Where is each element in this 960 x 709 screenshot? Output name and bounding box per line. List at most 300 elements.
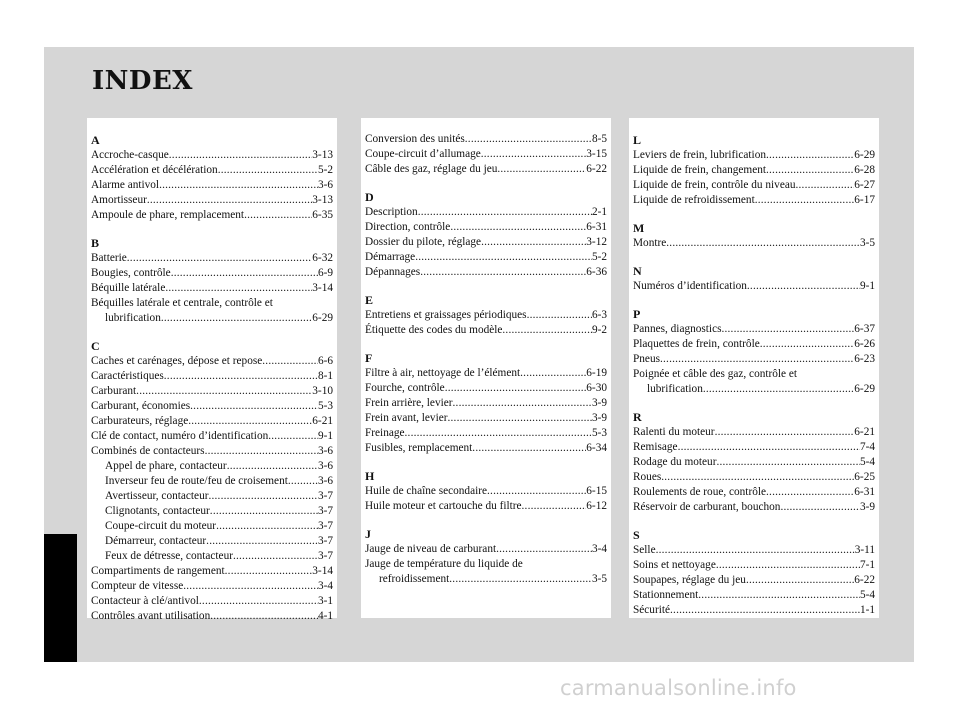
dot-leader: [666, 236, 860, 251]
index-entry-label: Huile de chaîne secondaire: [365, 485, 488, 497]
index-entry-label: Liquide de refroidissement: [633, 194, 755, 206]
dot-leader: [670, 603, 860, 618]
index-entry-label: Inverseur feu de route/feu de croisement: [105, 475, 288, 487]
index-group: [91, 338, 333, 624]
index-page-reference: 6-28: [854, 164, 875, 176]
dot-leader: [218, 163, 318, 178]
index-page-reference: 3-5: [859, 237, 875, 249]
dot-leader: [171, 266, 318, 281]
index-page-reference: 3-14: [312, 282, 333, 294]
index-page-reference: 3-7: [317, 505, 333, 517]
dot-leader: [199, 594, 318, 609]
index-letter-heading: D: [365, 190, 374, 204]
index-page-reference: 5-3: [591, 427, 607, 439]
index-page-reference: 6-23: [854, 353, 875, 365]
index-group: [365, 526, 607, 587]
index-entry-label: Stationnement: [633, 589, 699, 601]
index-entry: [91, 178, 333, 193]
index-group: [365, 132, 607, 177]
index-entry-label: Soupapes, réglage du jeu: [633, 574, 746, 586]
index-column-2: [361, 118, 611, 618]
index-page-reference: 9-2: [591, 324, 607, 336]
index-entry-label: Réservoir de carburant, bouchon: [633, 501, 781, 513]
index-page-reference: 6-22: [854, 574, 875, 586]
index-entry-label: Combinés de contacteurs: [91, 445, 205, 457]
index-entry: [91, 163, 333, 178]
index-entry: [91, 564, 333, 579]
index-entry: [633, 558, 875, 573]
index-letter-heading: P: [633, 307, 641, 321]
dot-leader: [136, 384, 312, 399]
index-letter-heading: J: [365, 527, 371, 541]
index-entry: [91, 251, 333, 266]
index-entry-label: Amortisseur: [91, 194, 147, 206]
index-group: [365, 292, 607, 338]
index-letter-heading: A: [91, 133, 100, 147]
index-entry-label: Coupe-circuit d’allumage: [365, 148, 481, 160]
index-entry: [365, 366, 607, 381]
index-entry-label: Filtre à air, nettoyage de l’élément: [365, 367, 521, 379]
dot-leader: [703, 382, 854, 397]
index-column-3: [629, 118, 879, 618]
index-entry-label: Caches et carénages, dépose et repose: [91, 355, 263, 367]
index-page-reference: 6-34: [586, 442, 607, 454]
index-page-reference: 3-7: [317, 550, 333, 562]
index-entry: [91, 311, 333, 326]
index-page-reference: 5-4: [859, 589, 875, 601]
dot-leader: [780, 500, 860, 515]
index-page-reference: 3-12: [586, 236, 607, 248]
index-page-reference: 5-2: [317, 164, 333, 176]
dot-leader: [715, 425, 855, 440]
dot-leader: [481, 147, 587, 162]
index-entry-label: Carburant: [91, 385, 137, 397]
index-letter-heading: H: [365, 469, 375, 483]
dot-leader: [496, 542, 592, 557]
index-page-reference: 3-4: [591, 543, 607, 555]
index-entry: [633, 148, 875, 163]
index-page-reference: 3-15: [586, 148, 607, 160]
index-entry: [633, 588, 875, 603]
dot-leader: [746, 573, 854, 588]
index-letter-heading: L: [633, 133, 642, 147]
index-entry: [91, 459, 333, 474]
index-page-reference: 6-35: [312, 209, 333, 221]
index-entry: [91, 193, 333, 208]
dot-leader: [721, 322, 854, 337]
index-letter-heading: S: [633, 528, 640, 542]
dot-leader: [453, 396, 592, 411]
index-entry-label: Plaquettes de frein, contrôle: [633, 338, 760, 350]
index-entry-label: Conversion des unités: [365, 133, 465, 145]
dot-leader: [796, 178, 855, 193]
index-entry: [365, 220, 607, 235]
index-entry: [365, 499, 607, 514]
index-group: [633, 306, 875, 397]
index-page-reference: 6-21: [854, 426, 875, 438]
index-page-reference: 3-7: [317, 490, 333, 502]
index-entry: [91, 534, 333, 549]
index-entry-label: Frein avant, levier: [365, 412, 448, 424]
index-entry-label: Contrôles avant utilisation: [91, 610, 211, 622]
index-entry-label: Étiquette des codes du modèle: [365, 324, 503, 336]
index-entry: [91, 519, 333, 534]
index-page-reference: 4-1: [317, 610, 333, 622]
index-group: [365, 468, 607, 514]
dot-leader: [216, 519, 318, 534]
index-page-reference: 5-2: [591, 251, 607, 263]
dot-leader: [161, 311, 312, 326]
index-entry: [633, 236, 875, 251]
index-page-reference: 2-1: [591, 206, 607, 218]
index-entry: [633, 470, 875, 485]
index-entry: [91, 281, 333, 296]
index-entry-label: Accroche-casque: [91, 149, 169, 161]
index-entry-label: Ralenti du moteur: [633, 426, 715, 438]
index-group: [365, 189, 607, 280]
dot-leader: [660, 352, 854, 367]
index-entry: [365, 265, 607, 280]
index-entry: [91, 208, 333, 223]
index-page-reference: 6-29: [854, 383, 875, 395]
index-entry: [633, 193, 875, 208]
index-entry-label: Fusibles, remplacement: [365, 442, 473, 454]
index-entry-label: Coupe-circuit du moteur: [105, 520, 217, 532]
index-entry: [365, 323, 607, 338]
index-page-reference: 8-1: [317, 370, 333, 382]
index-group: [633, 527, 875, 618]
index-entry: [365, 396, 607, 411]
index-entry: [91, 594, 333, 609]
index-column-1: [87, 118, 337, 622]
index-entry: [633, 279, 875, 294]
index-entry-label: Roulements de roue, contrôle: [633, 486, 767, 498]
index-entry: [91, 504, 333, 519]
index-page-reference: 3-9: [859, 501, 875, 513]
dot-leader: [127, 251, 313, 266]
index-entry-label: Description: [365, 206, 418, 218]
dot-leader: [716, 558, 860, 573]
index-entry-label: Selle: [633, 544, 656, 556]
index-entry-label: Feux de détresse, contacteur: [105, 550, 233, 562]
index-entry: [91, 266, 333, 281]
index-page-reference: 6-15: [586, 485, 607, 497]
dot-leader: [527, 308, 592, 323]
index-entry: [365, 426, 607, 441]
index-entry-label: Roues: [633, 471, 662, 483]
dot-leader: [418, 205, 592, 220]
index-entry-label: Montre: [633, 237, 667, 249]
dot-leader: [766, 163, 854, 178]
index-entry-label: Carburant, économies: [91, 400, 191, 412]
index-entry: [365, 205, 607, 220]
dot-leader: [502, 323, 592, 338]
index-entry-label: lubrification: [105, 312, 161, 324]
dot-leader: [497, 162, 586, 177]
index-entry: [633, 543, 875, 558]
index-entry-label: Soins et nettoyage: [633, 559, 716, 571]
index-group: [633, 409, 875, 515]
index-entry-label: Batterie: [91, 252, 127, 264]
index-entry-label: Compteur de vitesse: [91, 580, 184, 592]
index-page-reference: 6-26: [854, 338, 875, 350]
index-page-reference: 3-6: [317, 460, 333, 472]
index-entry: [91, 354, 333, 369]
index-entry-label: Compartiments de rangement: [91, 565, 225, 577]
index-entry: [633, 603, 875, 618]
dot-leader: [205, 444, 318, 459]
index-page-reference: 3-9: [591, 397, 607, 409]
index-entry: [365, 572, 607, 587]
index-page-reference: 8-5: [591, 133, 607, 145]
index-entry: [365, 381, 607, 396]
index-entry: [633, 382, 875, 397]
dot-leader: [481, 235, 586, 250]
index-group: [91, 132, 333, 223]
index-entry: [91, 414, 333, 429]
index-page-reference: 6-19: [586, 367, 607, 379]
index-group: [91, 235, 333, 326]
index-page-reference: 5-3: [317, 400, 333, 412]
index-page-reference: 6-22: [586, 163, 607, 175]
index-page-reference: 6-12: [586, 500, 607, 512]
index-entry-label: Béquilles latérale et centrale, contrôle et: [91, 297, 273, 309]
index-letter-heading: R: [633, 410, 642, 424]
index-entry-label: Numéros d’identification: [633, 280, 747, 292]
dot-leader: [147, 193, 312, 208]
dot-leader: [159, 178, 318, 193]
index-page-reference: 6-21: [312, 415, 333, 427]
index-entry: [91, 579, 333, 594]
index-page-reference: 3-1: [317, 595, 333, 607]
index-page-reference: 7-4: [859, 441, 875, 453]
index-entry-label: Poignée et câble des gaz, contrôle et: [633, 368, 798, 380]
index-entry: [365, 308, 607, 323]
index-entry: [91, 474, 333, 489]
index-entry-label: Avertisseur, contacteur: [105, 490, 209, 502]
dot-leader: [268, 429, 318, 444]
index-entry: [633, 455, 875, 470]
index-page-reference: 3-14: [312, 565, 333, 577]
index-entry: [365, 250, 607, 265]
index-entry: [633, 337, 875, 352]
index-entry-label: Dossier du pilote, réglage: [365, 236, 482, 248]
index-page-reference: 6-36: [586, 266, 607, 278]
index-entry: [365, 235, 607, 250]
index-entry: [365, 132, 607, 147]
index-entry: [633, 163, 875, 178]
index-page-reference: 6-31: [854, 486, 875, 498]
index-entry-label: Freinage: [365, 427, 405, 439]
index-entry-label: Huile moteur et cartouche du filtre: [365, 500, 522, 512]
dot-leader: [208, 489, 317, 504]
index-entry-label: Câble des gaz, réglage du jeu: [365, 163, 498, 175]
dot-leader: [698, 588, 860, 603]
index-letter-heading: B: [91, 236, 100, 250]
dot-leader: [760, 337, 855, 352]
index-entry-label: Sécurité: [633, 604, 671, 616]
index-page-reference: 6-29: [854, 149, 875, 161]
index-letter-heading: F: [365, 351, 373, 365]
index-letter-heading: N: [633, 264, 642, 278]
index-page-reference: 3-11: [854, 544, 875, 556]
index-page-reference: 9-1: [859, 280, 875, 292]
index-page-reference: 3-6: [317, 475, 333, 487]
index-entry: [91, 609, 333, 624]
dot-leader: [465, 132, 592, 147]
index-entry-label: Carburateurs, réglage: [91, 415, 189, 427]
index-entry-label: Direction, contrôle: [365, 221, 451, 233]
index-entry-label: Béquille latérale: [91, 282, 166, 294]
index-page-reference: 6-29: [312, 312, 333, 324]
dot-leader: [164, 369, 318, 384]
index-entry: [91, 489, 333, 504]
index-entry: [633, 352, 875, 367]
index-entry-label: Leviers de frein, lubrification: [633, 149, 766, 161]
dot-leader: [755, 193, 855, 208]
index-entry: [365, 484, 607, 499]
index-page-reference: 3-6: [317, 445, 333, 457]
index-entry-label: Rodage du moteur: [633, 456, 717, 468]
index-entry-label: Démarrage: [365, 251, 416, 263]
index-entry-label: refroidissement: [379, 573, 450, 585]
dot-leader: [656, 543, 855, 558]
index-page-reference: 6-17: [854, 194, 875, 206]
index-page-reference: 3-10: [312, 385, 333, 397]
index-page-reference: 3-7: [317, 535, 333, 547]
index-page-reference: 3-13: [312, 194, 333, 206]
dot-leader: [661, 470, 854, 485]
dot-leader: [262, 354, 318, 369]
dot-leader: [766, 485, 854, 500]
index-entry-label: Liquide de frein, contrôle du niveau: [633, 179, 796, 191]
index-page-reference: 6-25: [854, 471, 875, 483]
index-entry: [91, 399, 333, 414]
index-page-reference: 3-9: [591, 412, 607, 424]
dot-leader: [449, 572, 592, 587]
dot-leader: [188, 414, 312, 429]
dot-leader: [487, 484, 586, 499]
index-entry: [633, 440, 875, 455]
index-entry: [633, 425, 875, 440]
dot-leader: [244, 208, 312, 223]
index-entry-label: Remisage: [633, 441, 678, 453]
index-page-reference: 6-9: [317, 267, 333, 279]
dot-leader: [448, 411, 592, 426]
page-title: INDEX: [92, 66, 193, 96]
dot-leader: [522, 499, 587, 514]
dot-leader: [169, 148, 313, 163]
index-letter-heading: M: [633, 221, 645, 235]
index-entry: [365, 441, 607, 456]
index-entry: [633, 485, 875, 500]
dot-leader: [210, 609, 318, 624]
dot-leader: [206, 534, 318, 549]
dot-leader: [210, 504, 318, 519]
dot-leader: [766, 148, 854, 163]
index-entry: [91, 369, 333, 384]
dot-leader: [227, 459, 318, 474]
index-entry-label: Jauge de niveau de carburant: [365, 543, 497, 555]
index-page-reference: 6-27: [854, 179, 875, 191]
dot-leader: [165, 281, 312, 296]
index-entry: [633, 500, 875, 515]
index-entry: [633, 322, 875, 337]
index-entry-label: Entretiens et graissages périodiques: [365, 309, 527, 321]
index-page-reference: 1-1: [859, 604, 875, 616]
index-entry: [365, 542, 607, 557]
index-entry: [633, 573, 875, 588]
dot-leader: [678, 440, 860, 455]
dot-leader: [520, 366, 586, 381]
index-entry: [365, 147, 607, 162]
index-page-reference: 3-13: [312, 149, 333, 161]
dot-leader: [225, 564, 313, 579]
index-entry-label: Appel de phare, contacteur: [105, 460, 227, 472]
index-page-reference: 3-6: [317, 179, 333, 191]
index-group: [633, 132, 875, 208]
index-entry-label: Pneus: [633, 353, 660, 365]
index-entry: [91, 384, 333, 399]
dot-leader: [405, 426, 592, 441]
index-entry-label: Contacteur à clé/antivol: [91, 595, 199, 607]
index-entry-label: Caractéristiques: [91, 370, 164, 382]
dot-leader: [183, 579, 318, 594]
index-entry-label: Pannes, diagnostics: [633, 323, 722, 335]
index-entry: [91, 444, 333, 459]
index-page-reference: 6-3: [591, 309, 607, 321]
index-entry-label: Clé de contact, numéro d’identification: [91, 430, 269, 442]
index-group: [633, 220, 875, 251]
dot-leader: [472, 441, 586, 456]
dot-leader: [233, 549, 318, 564]
index-page-reference: 7-1: [859, 559, 875, 571]
index-entry: [633, 178, 875, 193]
index-page-reference: 3-4: [317, 580, 333, 592]
index-page-reference: 6-6: [317, 355, 333, 367]
dot-leader: [445, 381, 587, 396]
index-group: [633, 263, 875, 294]
index-entry-label: Frein arrière, levier: [365, 397, 453, 409]
index-entry-label: Ampoule de phare, remplacement: [91, 209, 245, 221]
index-page-reference: 6-31: [586, 221, 607, 233]
index-entry-label: Liquide de frein, changement: [633, 164, 766, 176]
index-entry-label: lubrification: [647, 383, 703, 395]
section-tab-marker: [44, 534, 77, 662]
index-entry-label: Bougies, contrôle: [91, 267, 171, 279]
dot-leader: [420, 265, 586, 280]
index-entry-label: Fourche, contrôle: [365, 382, 445, 394]
dot-leader: [716, 455, 859, 470]
dot-leader: [415, 250, 592, 265]
index-entry: [91, 549, 333, 564]
index-entry-label: Accélération et décélération: [91, 164, 218, 176]
index-entry: [365, 162, 607, 177]
dot-leader: [747, 279, 860, 294]
index-entry: [91, 148, 333, 163]
index-entry-label: Jauge de température du liquide de: [365, 558, 523, 570]
dot-leader: [288, 474, 318, 489]
watermark: carmanualsonline.info: [560, 676, 797, 700]
index-entry-label: Démarreur, contacteur: [105, 535, 207, 547]
index-entry-label: Dépannages: [365, 266, 421, 278]
index-entry-label: Alarme antivol: [91, 179, 160, 191]
index-page-reference: 3-7: [317, 520, 333, 532]
index-letter-heading: E: [365, 293, 374, 307]
index-entry-label: Clignotants, contacteur: [105, 505, 210, 517]
index-page-reference: 9-1: [317, 430, 333, 442]
index-page-reference: 3-5: [591, 573, 607, 585]
